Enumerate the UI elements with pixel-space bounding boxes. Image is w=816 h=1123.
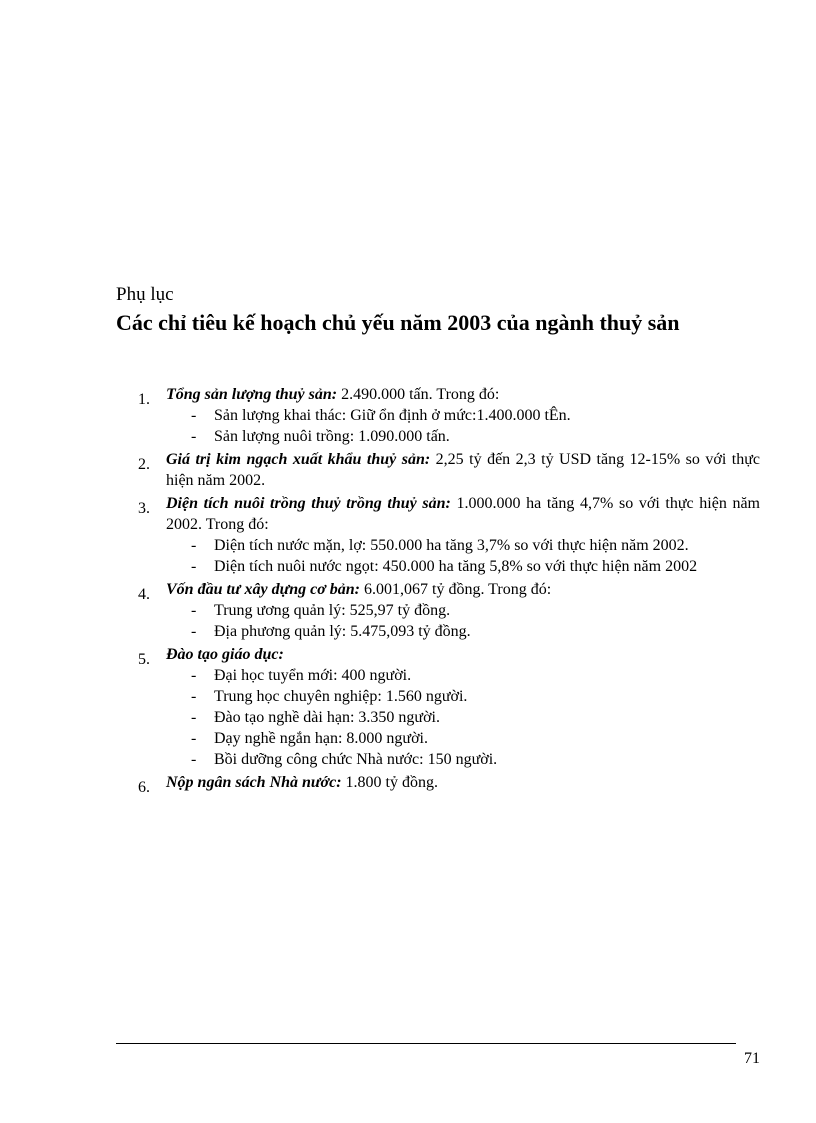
item-number: 4. bbox=[138, 586, 150, 603]
sub-item bbox=[191, 749, 760, 770]
sub-item-text: Địa phương quản lý: 5.475,093 tỷ đồng. bbox=[214, 623, 471, 640]
item-heading: Nộp ngân sách Nhà nước: bbox=[166, 774, 342, 791]
sub-item-text: Sản lượng khai thác: Giữ ổn định ở mức:1.400.000 tÊn. bbox=[214, 407, 571, 424]
sub-item-text: Diện tích nước mặn, lợ: 550.000 ha tăng 3,7% so với thực hiện năm 2002. bbox=[214, 537, 689, 554]
item-text bbox=[166, 449, 760, 491]
dash-bullet: - bbox=[191, 709, 197, 726]
page-number: 71 bbox=[744, 1050, 760, 1067]
item-number: 1. bbox=[138, 391, 150, 408]
item-body: 6.001,067 tỷ đồng. Trong đó: bbox=[360, 581, 552, 598]
item-body: 2,25 tỷ đến 2,3 tỷ USD tăng 12-15% so với thực hiện năm 2002. bbox=[166, 451, 760, 489]
sub-item-text: Đào tạo nghề dài hạn: 3.350 người. bbox=[214, 709, 440, 726]
dash-bullet: - bbox=[191, 730, 197, 747]
sub-item bbox=[191, 686, 760, 707]
list-item bbox=[0, 579, 816, 642]
item-number: 6. bbox=[138, 779, 150, 796]
sub-item bbox=[191, 535, 760, 556]
sub-item bbox=[191, 665, 760, 686]
sub-item-text: Trung học chuyên nghiệp: 1.560 người. bbox=[214, 688, 468, 705]
item-heading: Vốn đầu tư xây dựng cơ bản: bbox=[166, 581, 360, 598]
sub-item-text: Dạy nghề ngắn hạn: 8.000 người. bbox=[214, 730, 428, 747]
item-heading: Tổng sản lượng thuỷ sản: bbox=[166, 386, 338, 403]
item-text bbox=[166, 384, 760, 405]
dash-bullet: - bbox=[191, 537, 197, 554]
item-heading: Giá trị kim ngạch xuất khẩu thuỷ sản: bbox=[166, 451, 431, 468]
dash-bullet: - bbox=[191, 688, 197, 705]
sub-item bbox=[191, 556, 760, 577]
dash-bullet: - bbox=[191, 407, 197, 424]
dash-bullet: - bbox=[191, 751, 197, 768]
item-body: 1.000.000 ha tăng 4,7% so với thực hiện năm 2002. Trong đó: bbox=[166, 495, 760, 533]
dash-bullet: - bbox=[191, 602, 197, 619]
item-text bbox=[166, 493, 760, 535]
list-item bbox=[0, 772, 816, 796]
sub-item bbox=[191, 728, 760, 749]
sub-item-text: Bồi dưỡng công chức Nhà nước: 150 người. bbox=[214, 751, 498, 768]
sub-item bbox=[191, 621, 760, 642]
sub-item-text: Trung ương quản lý: 525,97 tỷ đồng. bbox=[214, 602, 451, 619]
sub-item bbox=[191, 707, 760, 728]
dash-bullet: - bbox=[191, 623, 197, 640]
item-number: 5. bbox=[138, 651, 150, 668]
target-list bbox=[0, 384, 816, 795]
sub-item-text: Sản lượng nuôi trồng: 1.090.000 tấn. bbox=[214, 428, 450, 445]
item-text bbox=[166, 579, 760, 600]
item-heading: Diện tích nuôi trồng thuỷ trồng thuỷ sản: bbox=[166, 495, 451, 512]
item-text bbox=[166, 644, 760, 665]
list-item bbox=[0, 644, 816, 770]
list-item bbox=[0, 449, 816, 491]
sub-item bbox=[191, 426, 760, 447]
item-body: 1.800 tỷ đồng. bbox=[341, 774, 438, 791]
list-item bbox=[0, 384, 816, 447]
footer-rule bbox=[116, 1043, 736, 1044]
list-item bbox=[0, 493, 816, 577]
sub-item bbox=[191, 600, 760, 621]
dash-bullet: - bbox=[191, 428, 197, 445]
appendix-label: Phụ lục bbox=[116, 284, 174, 305]
item-number: 3. bbox=[138, 500, 150, 517]
page-title: Các chỉ tiêu kế hoạch chủ yếu năm 2003 của ngành thuỷ sản bbox=[116, 310, 680, 335]
sub-item-text: Diện tích nuôi nước ngọt: 450.000 ha tăng 5,8% so với thực hiện năm 2002 bbox=[214, 558, 698, 575]
dash-bullet: - bbox=[191, 667, 197, 684]
item-number: 2. bbox=[138, 456, 150, 473]
item-heading: Đào tạo giáo dục: bbox=[166, 646, 284, 663]
sub-item-text: Đại học tuyển mới: 400 người. bbox=[214, 667, 412, 684]
sub-item bbox=[191, 405, 760, 426]
item-text bbox=[166, 772, 760, 793]
dash-bullet: - bbox=[191, 558, 197, 575]
item-body: 2.490.000 tấn. Trong đó: bbox=[337, 386, 500, 403]
